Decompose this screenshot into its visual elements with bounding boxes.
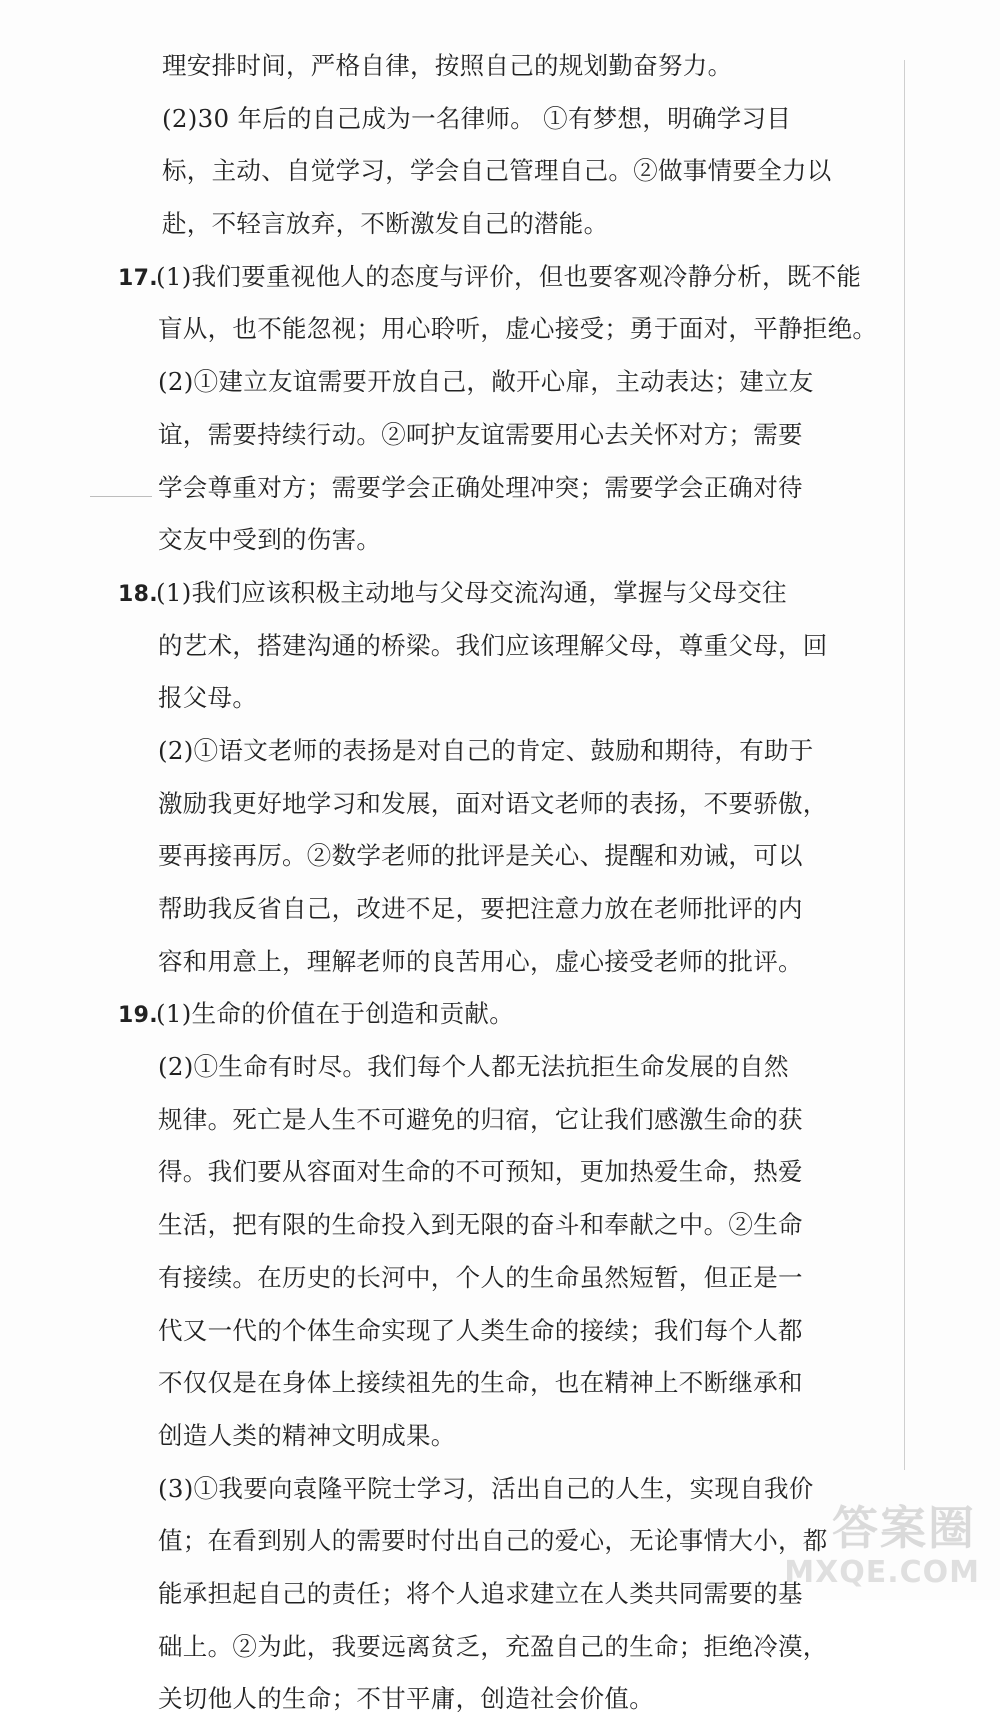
text-line [162, 145, 832, 198]
text-line [162, 40, 798, 93]
text-line [118, 988, 798, 1041]
question-number: 19. [118, 1003, 158, 1029]
line-text: 标，主动、自觉学习，学会自己管理自己。②做事情要全力以 [162, 156, 832, 186]
line-text: (2)①建立友谊需要开放自己，敞开心扉，主动表达；建立友 [158, 367, 814, 397]
line-text: 能承担起自己的责任；将个人追求建立在人类共同需要的基 [158, 1578, 803, 1608]
text-line [158, 1357, 803, 1410]
text-line [162, 198, 798, 251]
text-line [158, 409, 803, 462]
line-text: 础上。②为此，我要远离贫乏，充盈自己的生命；拒绝冷漠， [158, 1631, 828, 1661]
line-text: (1)我们要重视他人的态度与评价，但也要客观冷静分析，既不能 [156, 261, 862, 291]
line-text: 关切他人的生命；不甘平庸，创造社会价值。 [158, 1684, 654, 1714]
text-line [158, 1568, 803, 1621]
text-line [158, 936, 803, 989]
text-line [158, 830, 803, 883]
text-line [158, 725, 814, 778]
margin-rule [904, 60, 905, 1470]
line-text: (3)①我要向袁隆平院士学习，活出自己的人生，实现自我价 [158, 1473, 814, 1503]
line-text: 赴，不轻言放弃，不断激发自己的潜能。 [162, 209, 609, 239]
text-line [158, 462, 803, 515]
line-text: 理安排时间，严格自律，按照自己的规划勤奋努力。 [162, 51, 733, 80]
line-text: (1)生命的价值在于创造和贡献。 [156, 999, 515, 1029]
text-line [118, 251, 862, 304]
text-line [158, 883, 803, 936]
watermark-logo [746, 1492, 986, 1592]
line-text: 交友中受到的伤害。 [158, 525, 382, 555]
text-line [158, 1094, 803, 1147]
text-line [158, 303, 878, 356]
text-line [158, 672, 798, 725]
line-text: 不仅仅是在身体上接续祖先的生命，也在精神上不断继承和 [158, 1368, 803, 1398]
text-line [158, 1463, 814, 1516]
text-line [158, 1146, 803, 1199]
text-line [158, 1621, 828, 1674]
line-text: (2)①生命有时尽。我们每个人都无法抗拒生命发展的自然 [158, 1052, 789, 1082]
watermark-url: MXQE.COM [784, 1555, 980, 1590]
text-line [158, 620, 828, 673]
text-line [158, 356, 814, 409]
line-text: 值；在看到别人的需要时付出自己的爱心，无论事情大小，都 [158, 1526, 828, 1556]
text-line [162, 93, 798, 146]
text-line [158, 778, 828, 831]
watermark-title: 答案圈 [832, 1501, 976, 1555]
line-text: 生活，把有限的生命投入到无限的奋斗和奉献之中。②生命 [158, 1210, 803, 1240]
line-text: 盲从，也不能忽视；用心聆听，虚心接受；勇于面对，平静拒绝。 [158, 314, 878, 344]
text-line [158, 1673, 798, 1726]
line-text: 创造人类的精神文明成果。 [158, 1420, 456, 1450]
question-number: 18. [118, 581, 158, 607]
line-text: 谊，需要持续行动。②呵护友谊需要用心去关怀对方；需要 [158, 419, 803, 449]
text-line [158, 514, 798, 567]
line-text: (2)30 年后的自己成为一名律师。 ①有梦想，明确学习目 [162, 103, 792, 133]
text-line [158, 1041, 798, 1094]
line-text: 报父母。 [158, 683, 258, 713]
line-text: 容和用意上，理解老师的良苦用心，虚心接受老师的批评。 [158, 946, 803, 976]
line-text: 有接续。在历史的长河中，个人的生命虽然短暂，但正是一 [158, 1262, 803, 1292]
line-text: 学会尊重对方；需要学会正确处理冲突；需要学会正确对待 [158, 472, 803, 502]
line-text: 得。我们要从容面对生命的不可预知，更加热爱生命，热爱 [158, 1157, 803, 1187]
text-line [158, 1305, 803, 1358]
text-line [118, 567, 798, 620]
text-line [158, 1515, 828, 1568]
text-line [158, 1199, 803, 1252]
line-text: (2)①语文老师的表扬是对自己的肯定、鼓励和期待，有助于 [158, 735, 814, 765]
line-text: (1)我们应该积极主动地与父母交流沟通，掌握与父母交往 [156, 577, 787, 607]
line-text: 要再接再厉。②数学老师的批评是关心、提醒和劝诫，可以 [158, 841, 803, 871]
text-line [158, 1252, 803, 1305]
line-text: 的艺术，搭建沟通的桥梁。我们应该理解父母，尊重父母，回 [158, 630, 828, 660]
answer-text-body [118, 40, 878, 1726]
line-text: 帮助我反省自己，改进不足，要把注意力放在老师批评的内 [158, 894, 803, 923]
question-number: 17. [118, 265, 158, 291]
text-line [158, 1410, 798, 1463]
line-text: 规律。死亡是人生不可避免的归宿，它让我们感激生命的获 [158, 1104, 803, 1134]
line-text: 代又一代的个体生命实现了人类生命的接续；我们每个人都 [158, 1315, 803, 1345]
line-text: 激励我更好地学习和发展，面对语文老师的表扬，不要骄傲， [158, 788, 828, 818]
